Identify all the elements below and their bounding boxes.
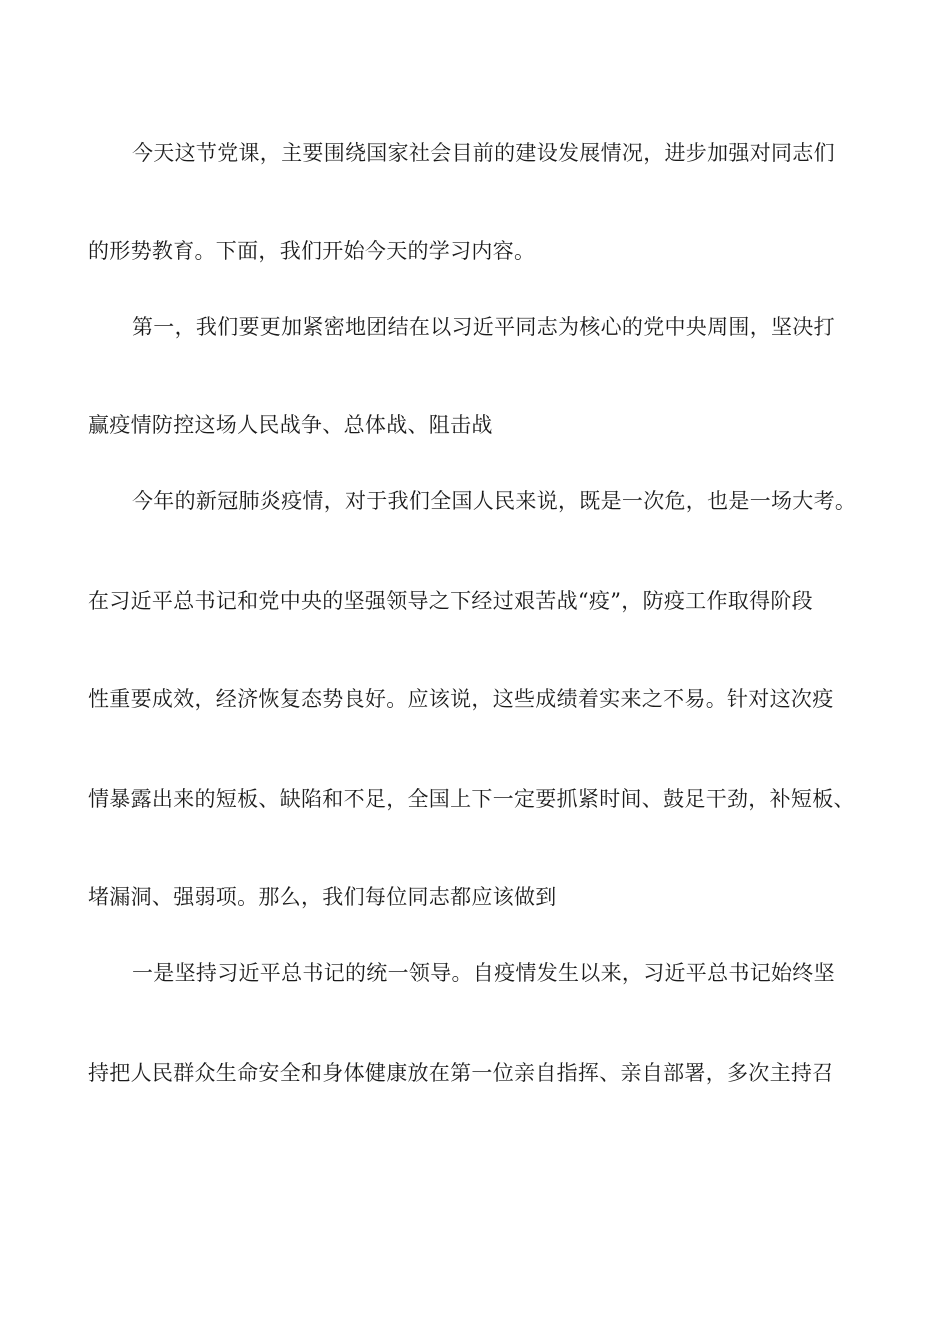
paragraph-line: 今天这节党课，主要围绕国家社会目前的建设发展情况，进步加强对同志们 (132, 141, 835, 165)
paragraph-line: 的形势教育。下面，我们开始今天的学习内容。 (88, 239, 536, 263)
paragraph-line: 今年的新冠肺炎疫情，对于我们全国人民来说，既是一次危，也是一场大考。 (132, 489, 857, 513)
paragraph-line: 在习近平总书记和党中央的坚强领导之下经过艰苦战“疫”，防疫工作取得阶段 (88, 589, 813, 613)
paragraph-line: 性重要成效，经济恢复态势良好。应该说，这些成绩着实来之不易。针对这次疫 (88, 687, 834, 711)
paragraph-line: 持把人民群众生命安全和身体健康放在第一位亲自指挥、亲自部署，多次主持召 (88, 1061, 834, 1085)
paragraph-line: 情暴露出来的短板、缺陷和不足，全国上下一定要抓紧时间、鼓足干劲，补短板、 (88, 787, 855, 811)
paragraph-line: 堵漏洞、强弱项。那么，我们每位同志都应该做到 (88, 885, 557, 909)
paragraph-line: 一是坚持习近平总书记的统一领导。自疫情发生以来，习近平总书记始终坚 (132, 961, 835, 985)
paragraph-line: 第一，我们要更加紧密地团结在以习近平同志为核心的党中央周围，坚决打 (132, 315, 835, 339)
paragraph-line: 赢疫情防控这场人民战争、总体战、阻击战 (88, 413, 493, 437)
